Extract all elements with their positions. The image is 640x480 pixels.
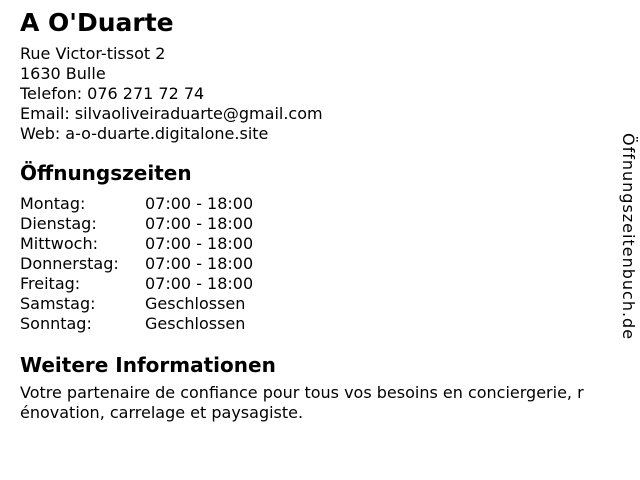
description-line: énovation, carrelage et paysagiste.: [20, 403, 304, 422]
opening-hours-row: [20, 274, 640, 294]
hours-value: 07:00 - 18:00: [145, 234, 254, 253]
description: [20, 383, 640, 423]
street-line: Rue Victor-tissot 2: [20, 44, 166, 63]
opening-hours-row: [20, 254, 640, 274]
opening-hours-row: [20, 314, 640, 334]
opening-hours-row: [20, 234, 640, 254]
web-line: [20, 124, 640, 144]
phone-value: 076 271 72 74: [87, 84, 205, 103]
web-label: Web:: [20, 124, 61, 143]
day-label: Freitag:: [20, 274, 81, 293]
phone-line: [20, 84, 640, 104]
opening-hours-row: [20, 294, 640, 314]
hours-value: Geschlossen: [145, 314, 246, 333]
hours-value: 07:00 - 18:00: [145, 254, 254, 273]
opening-hours-table: [20, 194, 640, 334]
day-label: Montag:: [20, 194, 86, 213]
page-title: A O'Duarte: [20, 8, 174, 37]
email-line: [20, 104, 640, 124]
more-info-heading: Weitere Informationen: [20, 353, 276, 377]
watermark-link[interactable]: Öffnungszeitenbuch.de: [619, 133, 638, 341]
contact-block: [20, 44, 640, 144]
opening-hours-row: [20, 194, 640, 214]
email-label: Email:: [20, 104, 70, 123]
description-line: Votre partenaire de confiance pour tous vos besoins en conciergerie, r: [20, 383, 584, 402]
day-label: Donnerstag:: [20, 254, 119, 273]
hours-value: Geschlossen: [145, 294, 246, 313]
email-value: silvaoliveiraduarte@gmail.com: [74, 104, 323, 123]
web-value: a-o-duarte.digitalone.site: [65, 124, 269, 143]
hours-value: 07:00 - 18:00: [145, 194, 254, 213]
city-line: 1630 Bulle: [20, 64, 106, 83]
phone-label: Telefon:: [20, 84, 83, 103]
hours-value: 07:00 - 18:00: [145, 274, 254, 293]
day-label: Dienstag:: [20, 214, 97, 233]
hours-value: 07:00 - 18:00: [145, 214, 254, 233]
opening-hours-heading: Öffnungszeiten: [20, 161, 192, 185]
day-label: Samstag:: [20, 294, 96, 313]
day-label: Mittwoch:: [20, 234, 98, 253]
opening-hours-row: [20, 214, 640, 234]
day-label: Sonntag:: [20, 314, 92, 333]
